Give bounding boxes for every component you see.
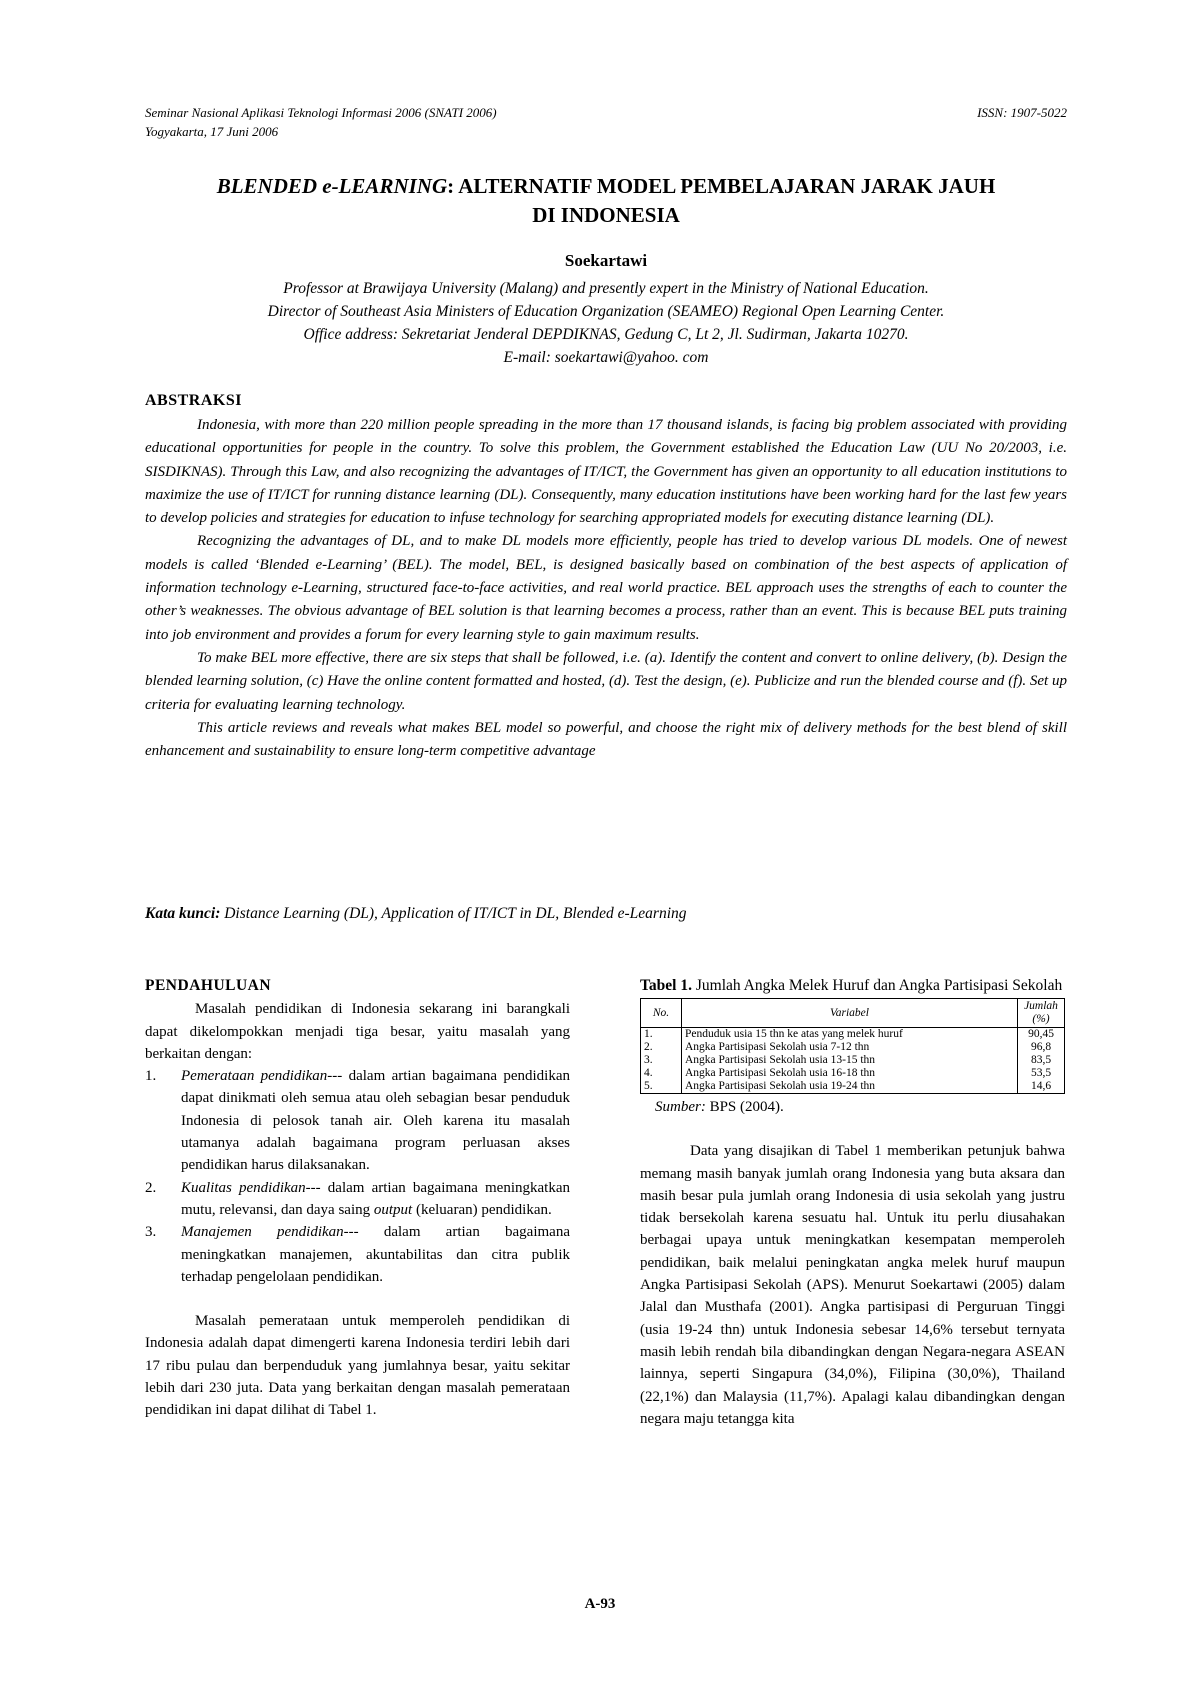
abstract-paragraph: To make BEL more effective, there are six steps that shall be followed, i.e. (a). Identify the content and convert to online delivery, (b). Design the blended learning solution, (c) Have the online content formatted and hosted, (d). Test the design, (e). Publicize and run the blended course and (f). Set up criteria for evaluating learning technology.: [145, 649, 1067, 713]
table-caption-text: Jumlah Angka Melek Huruf dan Angka Partisipasi Sekolah: [691, 977, 1063, 994]
right-column: [640, 975, 1065, 1430]
table-cell-no: 4.: [641, 1067, 682, 1080]
list-item: [145, 1065, 570, 1176]
keywords: [145, 905, 1067, 923]
title-line-1: [145, 172, 1067, 201]
table-cell-no: 5.: [641, 1080, 682, 1094]
abstract-paragraph: Recognizing the advantages of DL, and to make DL models more efficiently, people has tried to develop various DL models. One of newest models is called ‘Blended e-Learning’ (BEL). The model, BEL, is designed basically based on combination of the best aspects of application of information technology e-Learning, structured face-to-face activities, and real world practice. BEL approach uses the strengths of each to counter the other’s weaknesses. The obvious advantage of BEL solution is that learning becomes a process, rather than an event. This is because BEL puts training into job environment and provides a forum for every learning style to gain maximum results.: [145, 533, 1067, 643]
table-row: [641, 1041, 1065, 1054]
list-term-output: output: [373, 1201, 413, 1218]
page-number: A-93: [584, 1596, 616, 1612]
title-italic-part: BLENDED e-LEARNING: [216, 174, 448, 198]
intro-paragraph: Masalah pendidikan di Indonesia sekarang ini barangkali dapat dikelompokkan menjadi tiga besar, yaitu masalah yang berkaitan dengan:: [145, 1001, 570, 1062]
table-cell-variable: Penduduk usia 15 thn ke atas yang melek huruf: [682, 1028, 1018, 1042]
conference-name: Seminar Nasional Aplikasi Teknologi Informasi 2006 (SNATI 2006): [145, 105, 497, 120]
paper-title: [145, 172, 1067, 230]
abstract-paragraph: Indonesia, with more than 220 million people spreading in the more than 17 thousand islands, is facing big problem associated with providing educational opportunities for people in the country. To solve this problem, the Government established the Education Law (UU No 20/2003, i.e. SISDIKNAS). Through this Law, and also recognizing the advantages of IT/ICT, the Government has given an opportunity to all education institutions to maximize the use of IT/ICT for running distance learning (DL). Consequently, many education institutions have been working hard for the last few years to develop policies and strategies for education to infuse technology for searching appropriated models for executing distance learning (DL).: [145, 417, 1067, 527]
table-row: [641, 1067, 1065, 1080]
table-row: [641, 1080, 1065, 1094]
abstract-paragraph: This article reviews and reveals what makes BEL model so powerful, and choose the right mix of delivery methods for the best blend of skill enhancement and sustainability to ensure long-term competitive advantage: [145, 719, 1067, 760]
paragraph-gap: [145, 1288, 570, 1310]
list-term: Manajemen pendidikan: [181, 1224, 344, 1241]
author-affiliations: [145, 277, 1067, 369]
list-item: [145, 1177, 570, 1222]
author-email: E-mail: soekartawi@yahoo. com: [503, 349, 709, 366]
table-header-variable: Variabel: [682, 999, 1018, 1028]
title-line-2: DI INDONESIA: [532, 203, 680, 227]
table-source-label: Sumber:: [655, 1099, 706, 1115]
abstract-body: [145, 414, 1067, 763]
list-text: --- dalam artian bagaimana meningkatkan mutu, relevansi, dan daya saing: [181, 1179, 570, 1218]
list-text: --- dalam artian bagaimana meningkatkan manajemen, akuntabilitas dan citra publik terhadap pengelolaan pendidikan.: [181, 1224, 570, 1285]
abstract-heading: ABSTRAKSI: [145, 392, 242, 409]
table-cell-no: 2.: [641, 1041, 682, 1054]
table-row: [641, 1054, 1065, 1067]
paragraph-gap: [640, 1118, 1065, 1140]
list-text: (keluaran) pendidikan.: [412, 1201, 552, 1218]
problem-list: [145, 1065, 570, 1288]
list-term: Kualitas pendidikan: [181, 1179, 306, 1196]
left-column: [145, 975, 570, 1422]
table-cell-no: 3.: [641, 1054, 682, 1067]
conference-location-date: Yogyakarta, 17 Juni 2006: [145, 124, 279, 139]
list-term: Pemerataan pendidikan: [181, 1068, 328, 1085]
author-name: Soekartawi: [564, 251, 648, 270]
table-caption-label: Tabel 1.: [640, 977, 692, 994]
table-header-amount: Jumlah (%): [1018, 999, 1065, 1028]
table-cell-value: 14,6: [1018, 1080, 1065, 1094]
table-row: [641, 1028, 1065, 1042]
table-source-text: BPS (2004).: [705, 1099, 784, 1115]
affiliation-line: Professor at Brawijaya University (Malang) and presently expert in the Ministry of National Education.: [283, 280, 929, 297]
table-cell-no: 1.: [641, 1028, 682, 1042]
table-cell-variable: Angka Partisipasi Sekolah usia 13-15 thn: [682, 1054, 1018, 1067]
keywords-text: Distance Learning (DL), Application of IT/ICT in DL, Blended e-Learning: [220, 905, 687, 922]
body-paragraph: Data yang disajikan di Tabel 1 memberikan petunjuk bahwa memang masih banyak jumlah orang Indonesia yang buta aksara dan masih besar pula jumlah orang Indonesia di usia sekolah yang justru tidak bersekolah karena sesuatu hal. Untuk itu perlu diusahakan berbagai upaya untuk meningkatkan kesempatan memperoleh pendidikan, baik melalui peningkatan angka melek huruf maupun Angka Partisipasi Sekolah (APS). Menurut Soekartawi (2005) dalam Jalal dan Musthafa (2001). Angka partisipasi di Perguruan Tinggi (usia 19-24 thn) untuk Indonesia sebesar 14,6% tersebut ternyata masih lebih rendah bila dibandingkan dengan Negara-negara ASEAN lainnya, seperti Singapura (34,0%), Filipina (30,0%), Thailand (22,1%) dan Malaysia (11,7%). Apalagi kalau dibandingkan dengan negara maju tetangga kita: [640, 1143, 1065, 1427]
list-number: 1.: [145, 1068, 157, 1085]
section-heading-pendahuluan: PENDAHULUAN: [145, 977, 272, 994]
affiliation-line: Office address: Sekretariat Jenderal DEPDIKNAS, Gedung C, Lt 2, Jl. Sudirman, Jakarta 10270.: [303, 326, 909, 343]
table-cell-variable: Angka Partisipasi Sekolah usia 16-18 thn: [682, 1067, 1018, 1080]
list-item: [145, 1221, 570, 1288]
data-table: [640, 998, 1065, 1094]
table-header-no: No.: [641, 999, 682, 1028]
list-number: 3.: [145, 1224, 157, 1241]
table-cell-value: 90,45: [1018, 1028, 1065, 1042]
title-rest: : ALTERNATIF MODEL PEMBELAJARAN JARAK JAUH: [447, 174, 996, 198]
list-number: 2.: [145, 1179, 157, 1196]
issn: ISSN: 1907-5022: [977, 105, 1067, 120]
affiliation-line: Director of Southeast Asia Ministers of Education Organization (SEAMEO) Regional Open Learning Center.: [267, 303, 945, 320]
table-source: [655, 1096, 1065, 1118]
table-cell-value: 96,8: [1018, 1041, 1065, 1054]
table-caption: [640, 975, 1065, 996]
table-cell-value: 83,5: [1018, 1054, 1065, 1067]
table-cell-variable: Angka Partisipasi Sekolah usia 19-24 thn: [682, 1080, 1018, 1094]
keywords-label: Kata kunci:: [145, 905, 221, 922]
table-cell-value: 53,5: [1018, 1067, 1065, 1080]
list-text: --- dalam artian bagaimana pendidikan dapat dinikmati oleh semua atau oleh sebagian besar penduduk Indonesia di pelosok tanah air. Oleh karena itu masalah utamanya adalah bagaimana program perluasan akses pendidikan harus dilaksanakan.: [181, 1068, 570, 1174]
intro-paragraph: Masalah pemerataan untuk memperoleh pendidikan di Indonesia adalah dapat dimengerti karena Indonesia terdiri lebih dari 17 ribu pulau dan berpenduduk yang jumlahnya besar, yaitu sekitar lebih dari 230 juta. Data yang berkaitan dengan masalah pemerataan pendidikan ini dapat dilihat di Tabel 1.: [145, 1313, 570, 1419]
header-left: [145, 103, 497, 141]
table-cell-variable: Angka Partisipasi Sekolah usia 7-12 thn: [682, 1041, 1018, 1054]
